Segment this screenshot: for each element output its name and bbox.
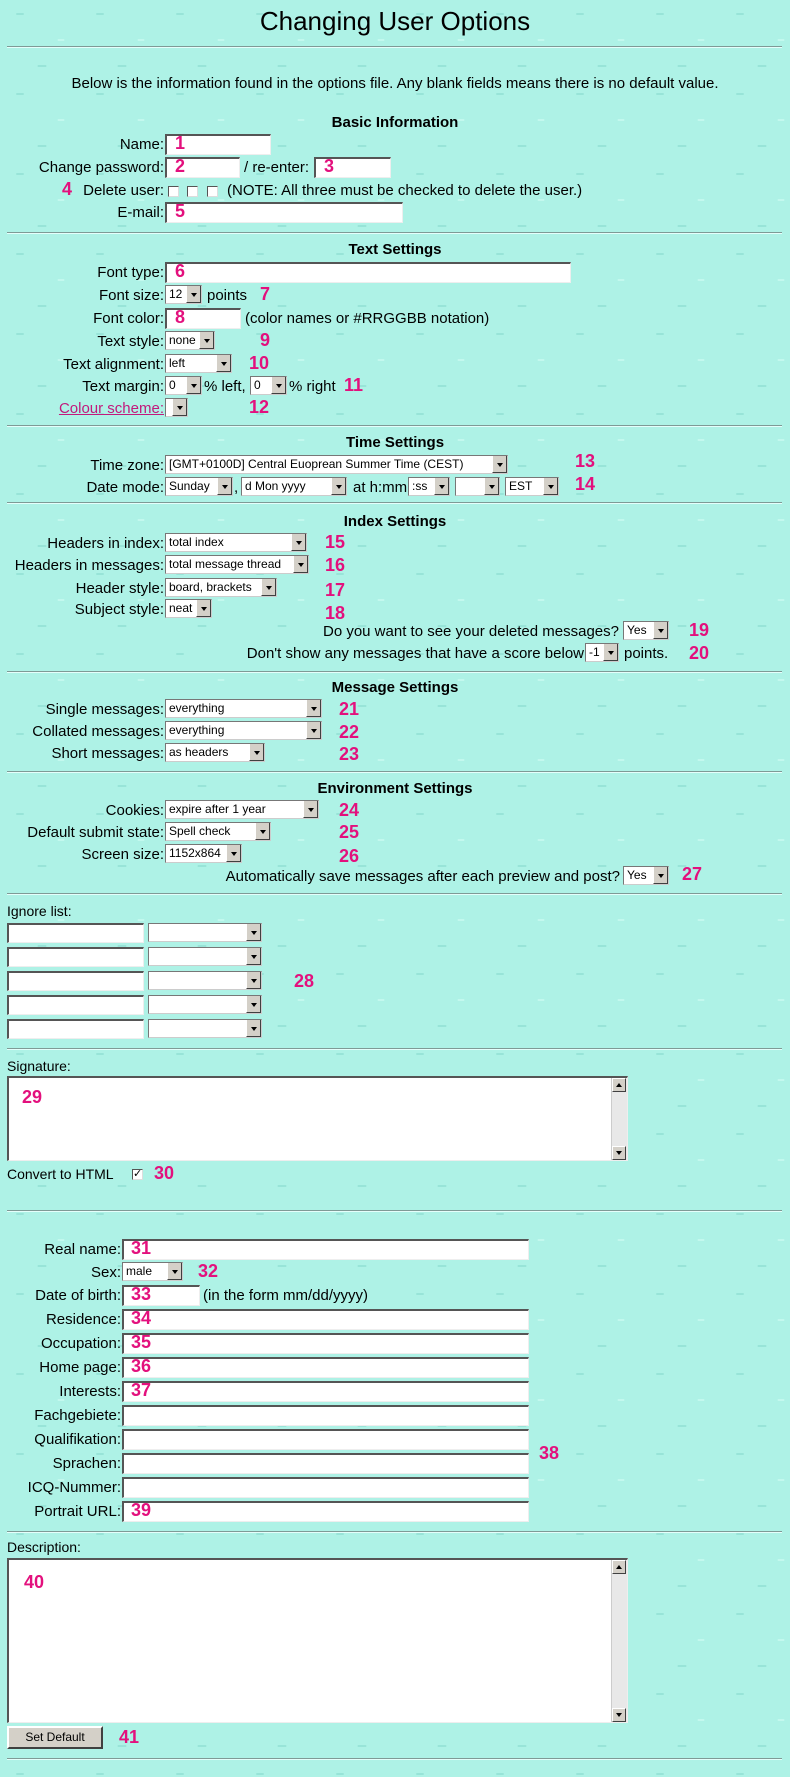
fachgebiete-input[interactable] (122, 1405, 529, 1426)
font-size-label: Font size: (98, 287, 164, 304)
deleted-messages-label: Do you want to see your deleted messages? (322, 623, 619, 640)
ignore-type-select[interactable] (148, 947, 262, 966)
convert-html-label: Convert to HTML (7, 1166, 114, 1182)
font-type-input[interactable] (165, 262, 571, 283)
marker: 23 (339, 744, 360, 764)
dob-label: Date of birth: (35, 1287, 121, 1304)
chevron-down-icon (196, 600, 211, 617)
sex-label: Sex: (90, 1264, 121, 1281)
marker: 29 (22, 1087, 43, 1107)
chevron-down-icon (186, 286, 201, 303)
marker: 40 (24, 1572, 45, 1592)
marker: 27 (682, 864, 703, 884)
marker: 30 (154, 1163, 175, 1183)
divider (7, 425, 782, 427)
chevron-down-icon (291, 534, 306, 551)
marker: 11 (344, 375, 364, 395)
collated-messages-label: Collated messages: (32, 723, 164, 740)
text-style-select[interactable]: none (165, 331, 215, 350)
scroll-down-icon[interactable] (612, 1146, 626, 1160)
text-style-label: Text style: (97, 333, 164, 350)
short-messages-label: Short messages: (51, 745, 164, 762)
email-input[interactable] (165, 202, 403, 223)
text-alignment-label: Text alignment: (63, 356, 164, 373)
chevron-down-icon (167, 1263, 182, 1280)
single-messages-select[interactable]: everything (165, 699, 322, 718)
cookies-select[interactable]: expire after 1 year (165, 800, 319, 819)
marker: 9 (260, 330, 271, 350)
chevron-down-icon (199, 332, 214, 349)
font-color-label: Font color: (93, 310, 164, 327)
subject-style-select[interactable]: neat (165, 599, 212, 618)
marker: 25 (339, 822, 360, 842)
chevron-down-icon (246, 924, 261, 941)
signature-label: Signature: (7, 1058, 71, 1074)
deleted-messages-select[interactable]: Yes (623, 621, 669, 640)
margin-right-select[interactable]: 0 (250, 376, 287, 395)
chevron-down-icon (246, 948, 261, 965)
qualifikation-input[interactable] (122, 1429, 529, 1450)
autosave-select[interactable]: Yes (623, 866, 669, 885)
delete-user-label: Delete user: (83, 182, 164, 199)
score-suffix: points. (624, 645, 669, 662)
portrait-label: Portrait URL: (34, 1503, 121, 1520)
marker: 15 (325, 532, 346, 552)
chevron-down-icon (306, 700, 321, 717)
timezone-label: Time zone: (90, 457, 164, 474)
colour-scheme-label[interactable] (59, 400, 164, 417)
fachgebiete-label: Fachgebiete: (34, 1407, 121, 1424)
scrollbar[interactable] (611, 1560, 627, 1722)
qualifikation-label: Qualifikation: (34, 1431, 121, 1448)
date-format-select[interactable]: d Mon yyyy (241, 477, 347, 496)
sprachen-label: Sprachen: (52, 1455, 121, 1472)
marker: 38 (539, 1443, 560, 1463)
marker: 26 (339, 846, 360, 866)
chevron-down-icon (246, 972, 261, 989)
intro-text: Below is the information found in the options file. Any blank fields means there is no default value. (71, 75, 719, 92)
scroll-up-icon[interactable] (612, 1078, 626, 1092)
header-style-label: Header style: (75, 580, 164, 597)
subject-style-label: Subject style: (74, 601, 164, 618)
headers-index-select[interactable]: total index (165, 533, 307, 552)
ignore-type-select[interactable] (148, 995, 262, 1014)
description-label: Description: (7, 1539, 81, 1555)
divider (7, 46, 782, 48)
occupation-label: Occupation: (40, 1335, 121, 1352)
submit-state-select[interactable]: Spell check (165, 822, 271, 841)
marker: 1 (175, 133, 186, 153)
homepage-label: Home page: (39, 1359, 121, 1376)
real-name-input[interactable] (122, 1239, 529, 1260)
reenter-label: / re-enter: (244, 159, 310, 176)
marker: 22 (339, 722, 360, 742)
marker: 31 (131, 1238, 152, 1258)
marker: 8 (175, 307, 186, 327)
ignore-user-input[interactable] (7, 947, 144, 967)
chevron-down-icon (484, 478, 499, 495)
occupation-input[interactable] (122, 1333, 529, 1354)
marker: 14 (575, 474, 596, 494)
chevron-down-icon (271, 377, 286, 394)
chevron-down-icon (261, 579, 276, 596)
header-style-select[interactable]: board, brackets (165, 578, 277, 597)
chevron-down-icon (303, 801, 318, 818)
marker: 24 (339, 800, 360, 820)
marker: 12 (249, 397, 270, 417)
section-text-heading: Text Settings (348, 241, 442, 258)
name-label: Name: (119, 136, 164, 153)
divider (7, 1531, 782, 1533)
marker: 4 (62, 179, 73, 199)
portrait-url-input[interactable] (122, 1501, 529, 1522)
divider (7, 1210, 782, 1212)
divider (7, 771, 782, 773)
marker: 37 (131, 1380, 152, 1400)
chevron-down-icon (226, 845, 241, 862)
chevron-down-icon (246, 1020, 261, 1037)
chevron-down-icon (217, 478, 232, 495)
marker: 20 (689, 643, 710, 663)
collated-messages-select[interactable]: everything (165, 721, 322, 740)
ignore-user-input[interactable] (7, 971, 144, 991)
single-messages-label: Single messages: (45, 701, 164, 718)
chevron-down-icon (603, 644, 618, 661)
divider (7, 1048, 782, 1050)
section-environment-heading: Environment Settings (317, 780, 473, 797)
chevron-down-icon (653, 867, 668, 884)
marker: 34 (131, 1308, 152, 1328)
autosave-label: Automatically save messages after each preview and post? (225, 868, 620, 885)
colour-scheme-select[interactable] (165, 398, 188, 417)
screen-size-select[interactable]: 1152x864 (165, 844, 242, 863)
margin-right-label: % right (289, 378, 336, 395)
text-margin-label: Text margin: (82, 378, 164, 395)
marker: 6 (175, 261, 186, 281)
delete-checkbox-1[interactable] (168, 186, 179, 197)
ignore-type-select[interactable] (148, 923, 262, 942)
divider (7, 671, 782, 673)
headers-messages-select[interactable]: total message thread (165, 555, 309, 574)
marker: 36 (131, 1356, 152, 1376)
marker: 33 (131, 1284, 152, 1304)
convert-html-checkbox[interactable]: ✓ (133, 1168, 143, 1180)
ignore-list-label: Ignore list: (7, 903, 72, 919)
short-messages-select[interactable]: as headers (165, 743, 265, 762)
chevron-down-icon (216, 355, 231, 372)
marker: 16 (325, 555, 346, 575)
chevron-down-icon (543, 478, 558, 495)
description-textarea[interactable] (7, 1558, 628, 1723)
marker: 2 (175, 156, 186, 176)
comma-separator: , (234, 479, 239, 496)
password-label: Change password: (38, 159, 164, 176)
scrollbar[interactable] (611, 1078, 627, 1160)
section-index-heading: Index Settings (343, 513, 447, 530)
font-size-select[interactable]: 12 (165, 285, 202, 304)
interests-label: Interests: (59, 1383, 121, 1400)
day-select[interactable]: Sunday (165, 477, 233, 496)
headers-messages-label: Headers in messages: (14, 557, 164, 574)
marker: 18 (325, 603, 346, 623)
marker: 41 (119, 1727, 140, 1747)
ignore-user-input[interactable] (7, 995, 144, 1015)
chevron-down-icon (246, 996, 261, 1013)
cookies-label: Cookies: (105, 802, 164, 819)
ignore-type-select[interactable] (148, 1019, 262, 1038)
delete-checkbox-3[interactable] (207, 186, 218, 197)
colour-scheme-link[interactable]: Colour scheme: (58, 400, 164, 417)
interests-input[interactable] (122, 1381, 529, 1402)
marker: 28 (294, 971, 315, 991)
ignore-type-select[interactable] (148, 971, 262, 990)
marker: 13 (575, 451, 596, 471)
marker: 35 (131, 1332, 152, 1352)
marker: 10 (249, 353, 270, 373)
section-basic-heading: Basic Information (331, 114, 459, 131)
chevron-down-icon (434, 478, 449, 495)
residence-input[interactable] (122, 1309, 529, 1330)
marker: 3 (324, 156, 335, 176)
marker: 7 (260, 284, 271, 304)
marker: 39 (131, 1500, 152, 1520)
at-time-label: at h:mm (353, 479, 408, 496)
chevron-down-icon (172, 399, 187, 416)
page-title: Changing User Options (259, 6, 531, 36)
divider (7, 232, 782, 234)
delete-checkbox-2[interactable] (187, 186, 198, 197)
margin-left-label: % left, (204, 378, 246, 395)
chevron-down-icon (255, 823, 270, 840)
ignore-user-input[interactable] (7, 923, 144, 943)
seconds-select[interactable]: :ss (408, 477, 450, 496)
scroll-up-icon[interactable] (612, 1560, 626, 1574)
chevron-down-icon (186, 377, 201, 394)
timezone-select[interactable]: [GMT+0100D] Central Euoprean Summer Time (CEST) (165, 455, 508, 474)
sprachen-input[interactable] (122, 1453, 529, 1474)
section-time-heading: Time Settings (345, 434, 445, 451)
scroll-down-icon[interactable] (612, 1708, 626, 1722)
score-label: Don't show any messages that have a score below (246, 645, 584, 662)
delete-note: (NOTE: All three must be checked to delete the user.) (227, 182, 583, 199)
divider (7, 502, 782, 504)
divider (7, 893, 782, 895)
points-label: points (207, 287, 248, 304)
marker: 21 (339, 699, 360, 719)
marker: 5 (175, 201, 186, 221)
chevron-down-icon (492, 456, 507, 473)
icq-label: ICQ-Nummer: (27, 1479, 121, 1496)
font-type-label: Font type: (97, 264, 164, 281)
date-mode-label: Date mode: (86, 479, 164, 496)
divider (7, 1758, 782, 1760)
chevron-down-icon (331, 478, 346, 495)
residence-label: Residence: (45, 1311, 121, 1328)
margin-left-select[interactable]: 0 (165, 376, 202, 395)
chevron-down-icon (249, 744, 264, 761)
chevron-down-icon (653, 622, 668, 639)
set-default-button[interactable]: Set Default (7, 1726, 103, 1749)
chevron-down-icon (306, 722, 321, 739)
ampm-select[interactable] (455, 477, 500, 496)
headers-index-label: Headers in index: (47, 535, 164, 552)
zone-select[interactable]: EST (505, 477, 559, 496)
marker: 17 (325, 580, 346, 600)
marker: 32 (198, 1261, 219, 1281)
chevron-down-icon (293, 556, 308, 573)
score-select[interactable]: -1 (585, 643, 619, 662)
dob-note: (in the form mm/dd/yyyy) (203, 1287, 369, 1304)
ignore-user-input[interactable] (7, 1019, 144, 1039)
font-color-note: (color names or #RRGGBB notation) (245, 310, 490, 327)
homepage-input[interactable] (122, 1357, 529, 1378)
signature-textarea[interactable] (7, 1076, 628, 1161)
text-alignment-select[interactable]: left (165, 354, 232, 373)
screen-size-label: Screen size: (81, 846, 164, 863)
real-name-label: Real name: (44, 1241, 121, 1258)
email-label: E-mail: (117, 204, 164, 221)
submit-state-label: Default submit state: (27, 824, 164, 841)
icq-input[interactable] (122, 1477, 529, 1498)
section-message-heading: Message Settings (331, 679, 459, 696)
marker: 19 (689, 620, 710, 640)
sex-select[interactable]: male (122, 1262, 183, 1281)
